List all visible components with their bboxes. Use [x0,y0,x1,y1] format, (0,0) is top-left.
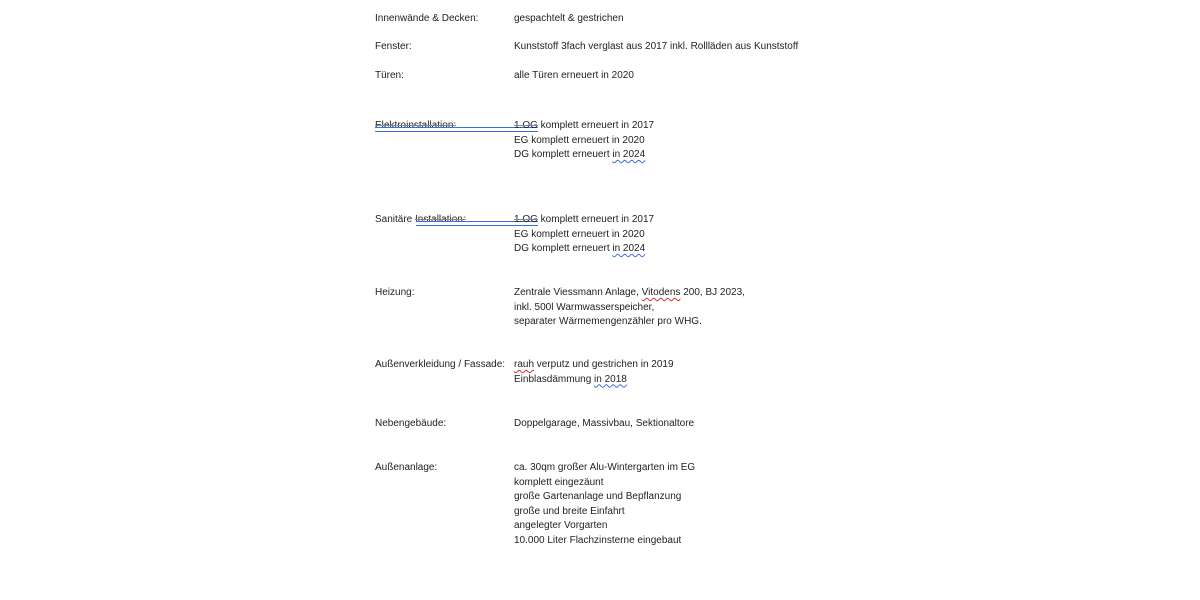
grammar-flagged-text[interactable]: in 2024 [612,149,646,160]
value-line: DG komplett erneuert in 2024 [514,243,646,254]
section-label: Nebengebäude: [375,418,447,429]
section-value [514,69,634,84]
value-line: EG komplett erneuert in 2020 [514,134,645,146]
value-line: Zentrale Viessmann Anlage, Vitodens 200, BJ 2023, [514,287,745,298]
section-value [514,40,798,55]
value-line: alle Türen erneuert in 2020 [514,70,634,81]
section-label: Innenwände & Decken: [375,13,479,24]
section-label: Türen: [375,70,404,81]
value-line: DG komplett erneuert in 2024 [514,149,646,160]
value-line: komplett eingezäunt [514,476,604,488]
spelling-flagged-text[interactable]: rauh [514,359,535,370]
grammar-flagged-text[interactable]: in 2024 [612,243,646,254]
value-line: rauh verputz und gestrichen in 2019 [514,359,674,370]
value-line: 10.000 Liter Flachzinsterne eingebaut [514,534,682,546]
section-value [514,358,674,387]
section-label: Außenverkleidung / Fassade: [375,359,506,370]
section-label: Heizung: [375,287,415,298]
section-label: Außenanlage: [375,462,438,473]
value-line: 1.OG komplett erneuert in 2017 [514,120,655,131]
section-value [514,286,745,330]
spelling-flagged-text[interactable]: Vitodens [641,287,681,298]
section-label: Fenster: [375,41,412,52]
section-value [514,12,624,27]
section-value [514,119,654,163]
value-line: EG komplett erneuert in 2020 [514,228,645,240]
grammar-flagged-text[interactable]: in 2018 [594,373,627,385]
value-line: Einblasdämmung in 2018 [514,373,627,385]
value-line: separater Wärmemengenzähler pro WHG. [514,316,702,327]
value-line: ca. 30qm großer Alu-Wintergarten im EG [514,462,696,473]
section-value [514,461,695,548]
section-value [514,213,654,257]
value-line: große und breite Einfahrt [514,505,625,517]
value-line: angelegter Vorgarten [514,520,608,531]
section-label: Elektroinstallation: [375,120,457,131]
section-value [514,417,694,432]
value-line: gespachtelt & gestrichen [514,13,624,24]
value-line: 1.OG komplett erneuert in 2017 [514,214,655,225]
value-line: inkl. 500l Warmwasserspeicher, [514,301,655,313]
section-label: Sanitäre Installation: [375,214,466,225]
value-line: Kunststoff 3fach verglast aus 2017 inkl. Rollläden aus Kunststoff [514,41,799,52]
value-line: Doppelgarage, Massivbau, Sektionaltore [514,418,695,429]
value-line: große Gartenanlage und Bepflanzung [514,491,682,502]
